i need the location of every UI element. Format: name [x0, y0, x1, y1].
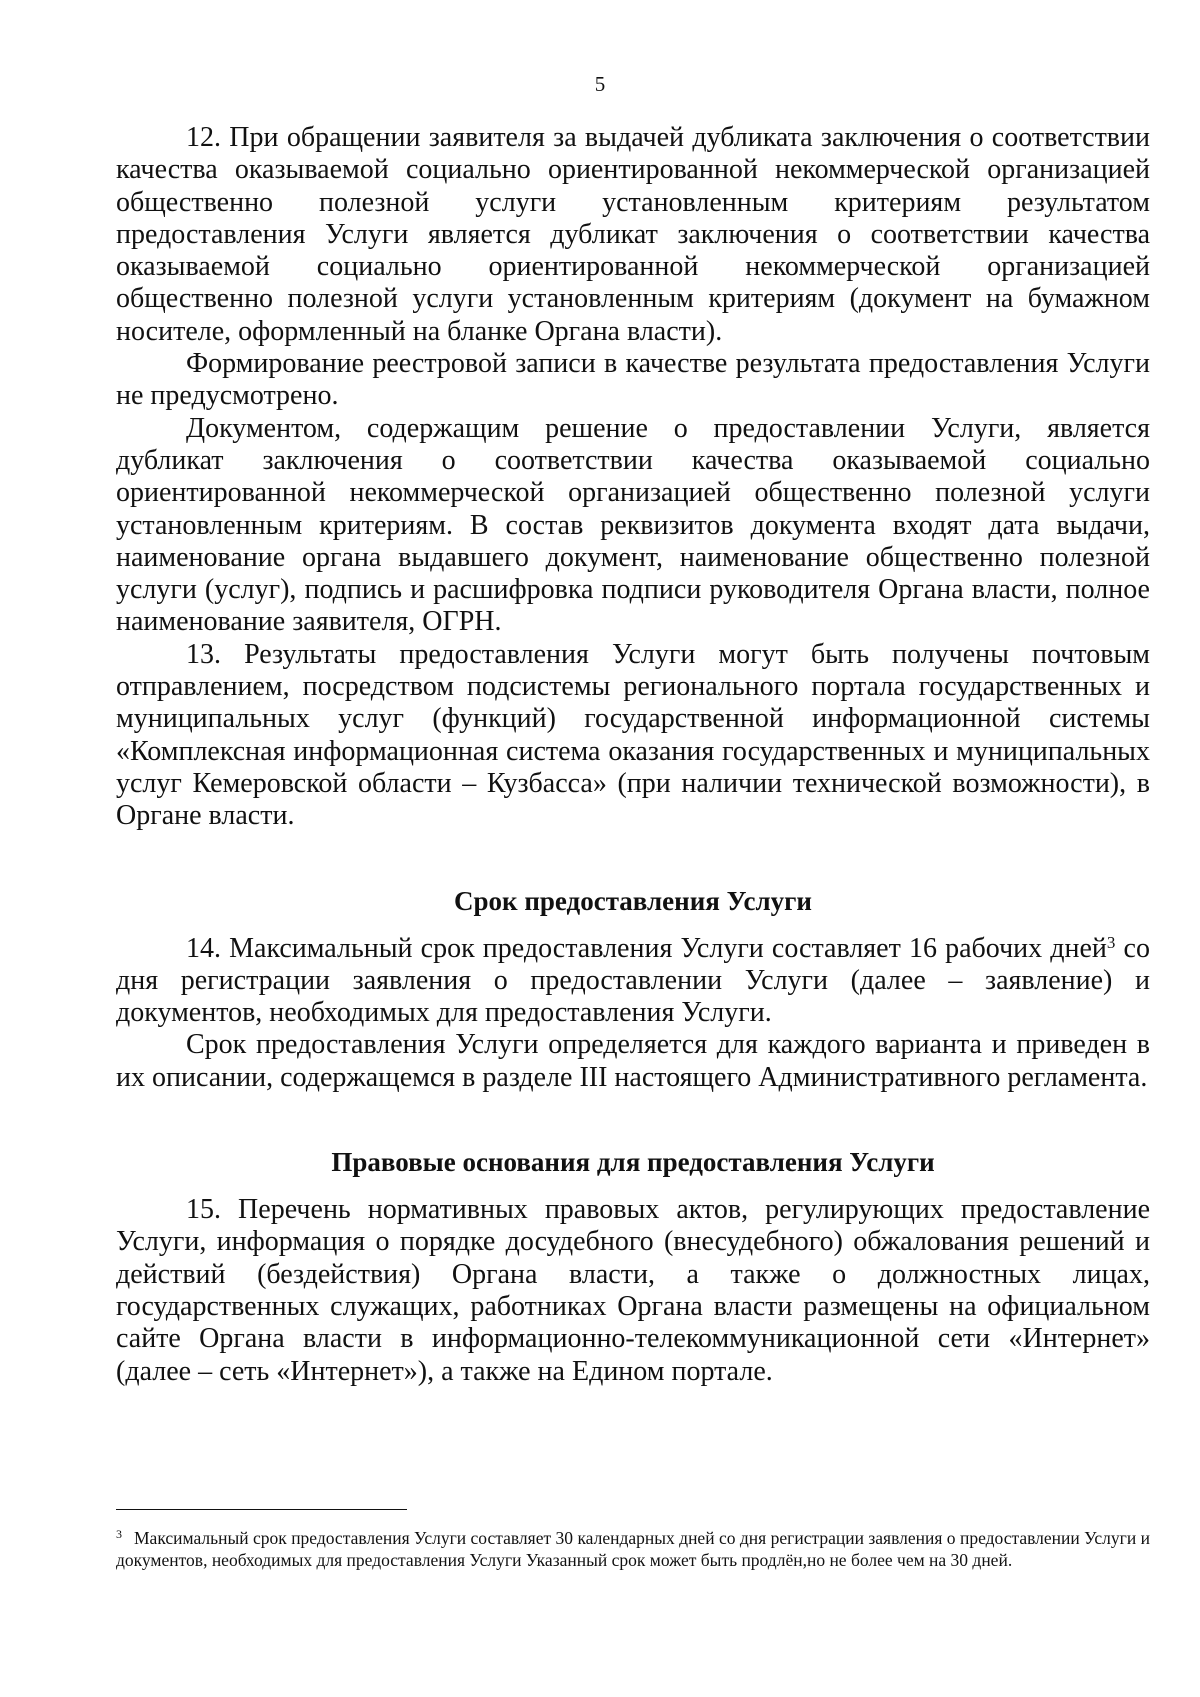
paragraph-14 — [116, 933, 1150, 1030]
document-body — [116, 122, 1150, 1388]
footnote-reference: 3 — [1106, 932, 1116, 952]
page-number: 5 — [594, 72, 606, 96]
paragraph-13: 13. Результаты предоставления Услуги могут быть получены почтовым отправлением, посредством подсистемы регионального портала государственных и муниципальных услуг (функций) государственной информационной системы «Комплексная информационная система оказания государственных и муниципальных услуг Кемеровской области – Кузбасса» (при наличии технической возможности), в Органе власти. — [116, 638, 1150, 832]
footnote-separator — [116, 1509, 407, 1510]
paragraph-12: 12. При обращении заявителя за выдачей дубликата заключения о соответствии качества оказываемой социально ориентированной некоммерческой организацией общественно полезной услуги установленным критериям результатом предоставления Услуги является дубликат заключения о соответствии качества оказываемой социально ориентированной некоммерческой организацией общественно полезной услуги установленным критериям (документ на бумажном носителе, оформленный на бланке Органа власти). — [116, 122, 1150, 347]
section-heading-legal-basis: Правовые основания для предоставления Услуги — [331, 1147, 935, 1178]
paragraph-14-text: 14. Максимальный срок предоставления Услуги составляет 16 рабочих дней — [186, 932, 1107, 964]
footnote — [116, 1527, 1150, 1571]
footnote-mark: 3 — [116, 1527, 122, 1541]
paragraph-decision-document: Документом, содержащим решение о предоставлении Услуги, является дубликат заключения о соответствии качества оказываемой социально ориентированной некоммерческой организацией общественно полезной услуги установленным критериям. В состав реквизитов документа входят дата выдачи, наименование органа выдавшего документ, наименование общественно полезной услуги (услуг), подпись и расшифровка подписи руководителя Органа власти, полное наименование заявителя, ОГРН. — [116, 412, 1150, 638]
paragraph-registry: Формирование реестровой записи в качестве результата предоставления Услуги не предусмотрено. — [116, 348, 1150, 412]
paragraph-15: 15. Перечень нормативных правовых актов, регулирующих предоставление Услуги, информация о порядке досудебного (внесудебного) обжалования решений и действий (бездействия) Органа власти, а также о должностных лицах, государственных служащих, работниках Органа власти размещены на официальном сайте Органа власти в информационно-телекоммуникационной сети «Интернет» (далее – сеть «Интернет»), а также на Едином портале. — [116, 1194, 1150, 1387]
paragraph-14-tail: со дня регистрации заявления о предоставлении Услуги (далее – заявление) и документов, необходимых для предоставления Услуги. — [116, 932, 1150, 1029]
footnote-text: Максимальный срок предоставления Услуги составляет 30 календарных дней со дня регистрации заявления о предоставлении Услуги и документов, необходимых для предоставления Услуги Указанный срок может быть продлён,но не более чем на 30 дней. — [116, 1528, 1150, 1570]
paragraph-14-variants: Срок предоставления Услуги определяется для каждого варианта и приведен в их описании, содержащемся в разделе III настоящего Административного регламента. — [116, 1029, 1150, 1093]
section-heading-term: Срок предоставления Услуги — [454, 885, 812, 916]
